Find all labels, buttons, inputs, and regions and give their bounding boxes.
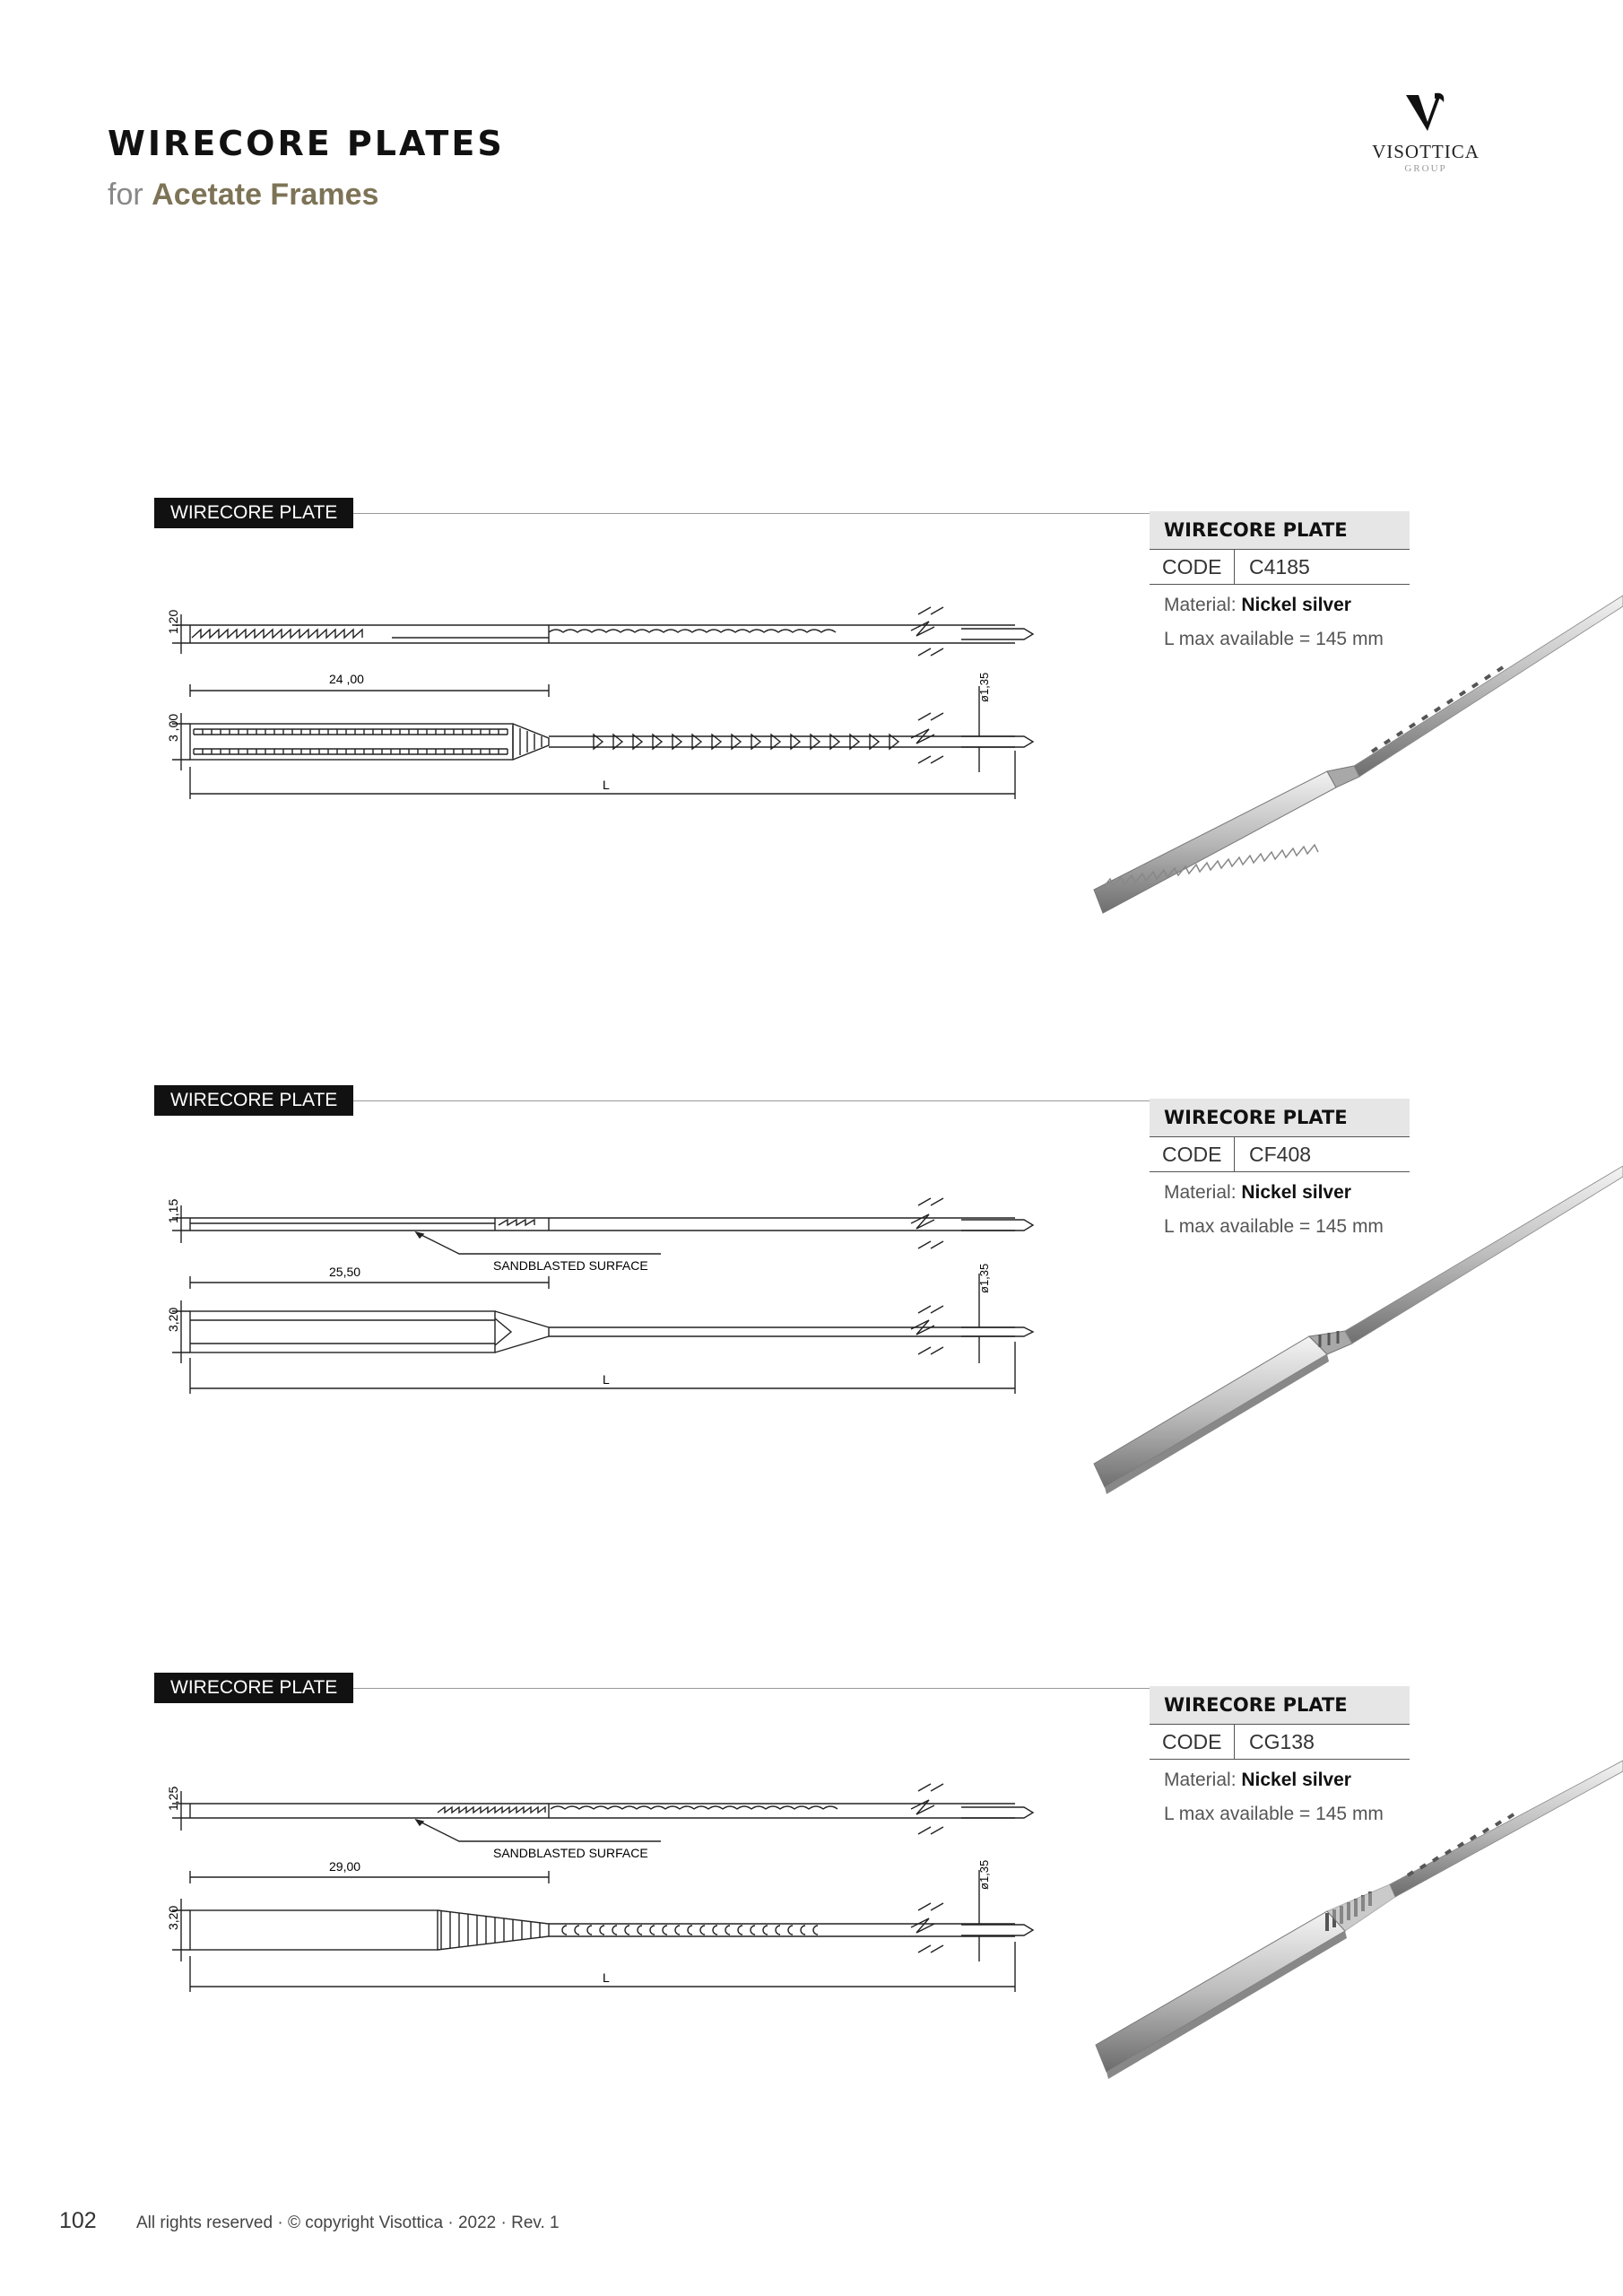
spec-title: WIRECORE PLATE [1150,1686,1410,1724]
technical-drawing-cf408 [154,1139,1051,1444]
dim-length: 25,50 [329,1265,361,1279]
visottica-logo [1363,90,1488,174]
section-divider [353,1100,1237,1101]
section-label: WIRECORE PLATE [154,1673,353,1703]
dim-total-length: L [603,1372,610,1387]
technical-drawing-cg138 [154,1726,1051,2031]
logo-brand: VISOTTICA [1372,141,1480,162]
dim-thickness: 1,25 [166,1786,180,1811]
subtitle-emphasis: Acetate Frames [152,178,379,212]
page-number: 102 [59,2208,97,2233]
product-section-3 [154,1673,1087,2175]
section-divider [353,1688,1237,1689]
dim-diameter: ø1,35 [977,1263,991,1293]
lmax-line: L max available = 145 mm [1164,1216,1384,1237]
section-label: WIRECORE PLATE [154,1085,353,1116]
code-label: CODE [1150,1137,1235,1171]
code-label: CODE [1150,1725,1235,1759]
dim-length: 29,00 [329,1859,361,1874]
dim-total-length: L [603,778,610,792]
page-title: WIRECORE PLATES [108,124,505,163]
dim-diameter: ø1,35 [977,1859,991,1890]
dim-width: 3,20 [166,1905,180,1930]
spec-title: WIRECORE PLATE [1150,511,1410,549]
product-photo-c4185 [1085,583,1623,924]
product-photo-cg138 [1085,1753,1623,2094]
spec-code-row [1150,549,1410,585]
dim-diameter: ø1,35 [977,672,991,702]
material-value: Nickel silver [1241,595,1351,615]
product-photo-cf408 [1085,1166,1623,1507]
material-value: Nickel silver [1241,1770,1351,1790]
code-value: C4185 [1249,555,1310,578]
code-label: CODE [1150,550,1235,584]
product-section-2 [154,1085,1087,1587]
lmax-line: L max available = 145 mm [1164,1804,1384,1824]
material-label: Material: [1164,1182,1237,1203]
technical-drawing-c4185 [154,552,1051,857]
page-subtitle [108,178,378,213]
product-section-1 [154,498,1087,1000]
material-label: Material: [1164,1770,1237,1790]
sandblasted-note: SANDBLASTED SURFACE [493,1258,648,1273]
code-value: CG138 [1249,1730,1315,1753]
code-value: CF408 [1249,1143,1312,1166]
lmax-line: L max available = 145 mm [1164,629,1384,649]
dim-thickness: 1,15 [166,1198,180,1223]
section-divider [353,513,1237,514]
spec-title: WIRECORE PLATE [1150,1099,1410,1136]
subtitle-prefix: for [108,178,143,212]
logo-group: GROUP [1404,163,1447,174]
visottica-v-icon [1399,90,1453,135]
sandblasted-note: SANDBLASTED SURFACE [493,1846,648,1860]
section-label: WIRECORE PLATE [154,498,353,528]
dim-width: 3,20 [166,1307,180,1332]
dim-width: 3 ,00 [166,713,180,742]
dim-thickness: 1,20 [166,609,180,634]
material-value: Nickel silver [1241,1182,1351,1203]
dim-length: 24 ,00 [329,672,364,686]
material-label: Material: [1164,595,1237,615]
copyright-notice: All rights reserved · © copyright Visottica · 2022 · Rev. 1 [136,2213,560,2232]
dim-total-length: L [603,1970,610,1985]
